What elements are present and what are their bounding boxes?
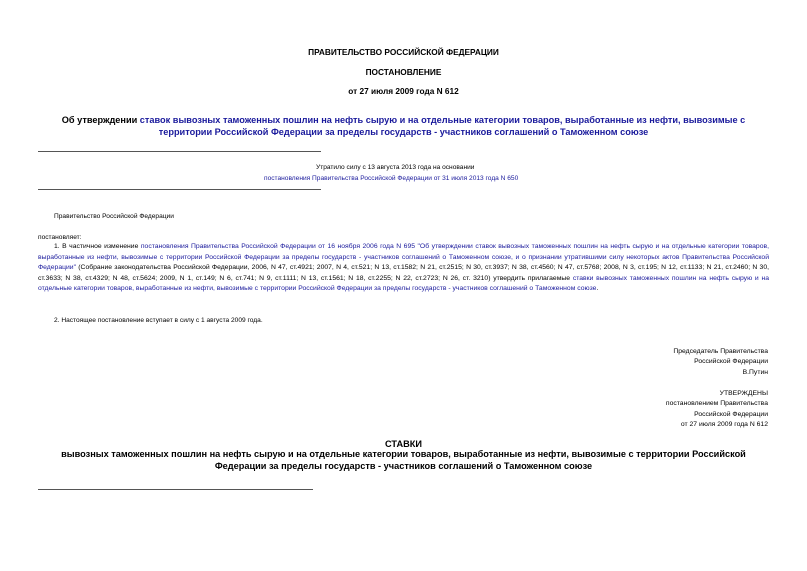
p1-link-695[interactable]: постановления Правительства Российской Федерации от 16 ноября 2006 года N 695 "Об утверждении ставок вывозных таможенных пошлин на нефть сырую и на отдельные категории товаров, выработанные из нефти, вывозимые с территории Российской Федерации за пределы государств - участников соглашений о Таможенном союзе, и о признании утратившими силу некоторых актов Правительства Российской Федерации" (38, 243, 769, 272)
signature-name: В.Путин (742, 368, 768, 376)
approved-country: Российской Федерации (694, 410, 768, 418)
decree-label: постановляет: (38, 234, 82, 241)
divider-second (38, 189, 321, 190)
p1-middle: (Собрание законодательства Российской Федерации, 2006, N 47, ст.4921; 2007, N 4, ст.521; N 13, ст.1582; N 21, ст.2515; N 30, ст.3937; N 38, ст.4560; N 47, ст.5768; 2008, N 3, ст.195; N 12, ст.1133; N 21, ст.2460; N 30, ст.3633; N 38, ст.4329; N 48, ст.5624; 2009, N 1, ст.149; N 6, ст.741; N 9, ст.1111; N 13, ст.1561; N 18, ст.2255; N 22, ст.2723; N 26, ст. 3210) утвердить прилагаемые (38, 264, 769, 282)
divider-top (38, 151, 321, 152)
document-title (38, 115, 769, 138)
expired-link[interactable]: постановления Правительства Российской Федерации от 31 июля 2013 года N 650 (264, 175, 519, 182)
p1-link-rates[interactable]: ставки вывозных таможенных пошлин на нефть сырую и на отдельные категории товаров, выработанные из нефти, вывозимые с территории Российской Федерации за пределы государств - участников соглашений о Таможенном союзе (38, 274, 770, 293)
approved-date: от 27 июля 2009 года N 612 (680, 421, 768, 429)
signature-country: Российской Федерации (694, 358, 768, 366)
paragraph-1 (38, 242, 769, 295)
rates-subheading: вывозных таможенных пошлин на нефть сырую и на отдельные категории товаров, выработанные из нефти, вывозимые с территории Российской Федерации за пределы государств - участников соглашений о Таможенном союзе (61, 449, 746, 471)
title-link[interactable]: ставок вывозных таможенных пошлин на нефть сырую и на отдельные категории товаров, выработанные из нефти, вывозимые с территории Российской Федерации за пределы государств - участников соглашений о Таможенном союзе (139, 115, 746, 137)
signature-title: Председатель Правительства (673, 348, 768, 355)
doc-date: от 27 июля 2009 года N 612 (348, 86, 459, 96)
divider-bottom (38, 489, 313, 490)
rates-heading: СТАВКИ (385, 439, 422, 449)
expired-note: Утратило силу с 13 августа 2013 года на основании (316, 164, 475, 171)
approved-label: УТВЕРЖДЕНЫ (719, 390, 768, 397)
approved-by: постановлением Правительства (665, 400, 768, 408)
p1-end: . (596, 285, 599, 293)
title-prefix: Об утверждении (61, 115, 140, 125)
government-label: Правительство Российской Федерации (54, 213, 174, 220)
signature-block (673, 347, 768, 378)
p1-start: 1. В частичное изменение (54, 243, 141, 250)
approved-block (666, 389, 768, 431)
doc-type-heading: ПОСТАНОВЛЕНИЕ (365, 67, 442, 77)
org-heading: ПРАВИТЕЛЬСТВО РОССИЙСКОЙ ФЕДЕРАЦИИ (308, 47, 499, 57)
paragraph-2: 2. Настоящее постановление вступает в силу с 1 августа 2009 года. (54, 317, 263, 324)
